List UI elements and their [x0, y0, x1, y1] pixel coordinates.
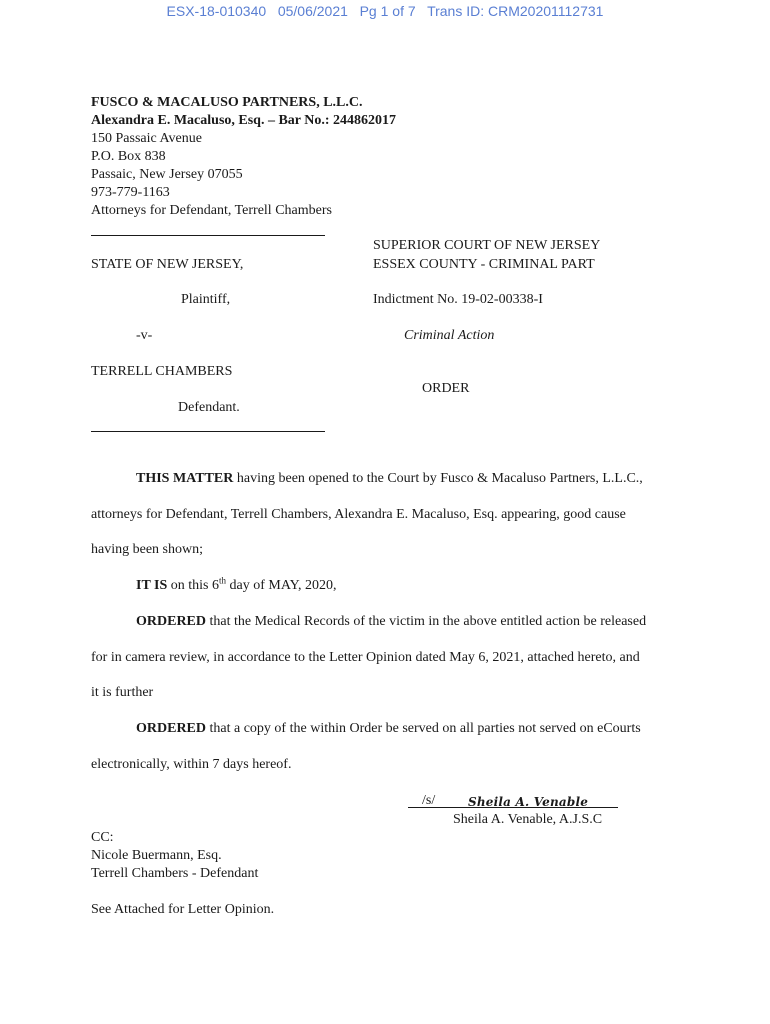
paragraph-3-line-3: it is further [91, 685, 154, 700]
cc-recipient-2: Terrell Chambers - Defendant [91, 866, 259, 881]
court-division: ESSEX COUNTY - CRIMINAL PART [373, 257, 595, 272]
cc-block [91, 829, 258, 883]
paragraph-1-line-3: having been shown; [91, 542, 203, 557]
cc-label: CC: [91, 830, 114, 845]
stamp-page: Pg 1 of 7 [359, 3, 416, 19]
paragraph-1-text: having been opened to the Court by Fusco & Macaluso Partners, L.L.C., [233, 471, 643, 486]
court-name: SUPERIOR COURT OF NEW JERSEY [373, 238, 601, 253]
paragraph-4-text: that a copy of the within Order be served on all parties not served on eCourts [206, 721, 641, 736]
action-type: Criminal Action [404, 328, 495, 343]
attachment-note: See Attached for Letter Opinion. [91, 902, 275, 917]
stamp-case-no: ESX-18-010340 [166, 3, 267, 19]
defendant-name: TERRELL CHAMBERS [91, 364, 233, 379]
defendant-role: Defendant. [178, 400, 240, 415]
this-matter-lead: THIS MATTER [136, 471, 234, 486]
date-pre: on this 6 [167, 578, 220, 593]
filing-stamp [0, 3, 770, 19]
paragraph-3-text: that the Medical Records of the victim in the above entitled action be released [206, 614, 647, 629]
signature-slash-s: /s/ [422, 793, 436, 808]
ordered-lead-2: ORDERED [136, 721, 207, 736]
ordered-lead-1: ORDERED [136, 614, 207, 629]
paragraph-1-line-1 [136, 471, 643, 487]
paragraph-4-line-1 [136, 721, 641, 737]
address-line-3: Passaic, New Jersey 07055 [91, 167, 243, 182]
paragraph-1-line-2: attorneys for Defendant, Terrell Chambers, Alexandra E. Macaluso, Esq. appearing, good cause [91, 507, 626, 522]
document-title: ORDER [422, 381, 470, 396]
paragraph-3-line-1 [136, 614, 646, 630]
attorney-block [91, 94, 396, 220]
attorney-role: Attorneys for Defendant, Terrell Chambers [91, 203, 332, 218]
it-is-lead: IT IS [136, 578, 168, 593]
attorney-name: Alexandra E. Macaluso, Esq. – Bar No.: 244862017 [91, 113, 397, 128]
paragraph-4-line-2: electronically, within 7 days hereof. [91, 757, 292, 772]
signature-line [408, 792, 618, 808]
versus-label: -v- [136, 328, 153, 343]
address-line-2: P.O. Box 838 [91, 149, 166, 164]
signature-script: Sheila A. Venable [468, 795, 589, 809]
date-post: day of MAY, 2020, [226, 578, 337, 593]
firm-name: FUSCO & MACALUSO PARTNERS, L.L.C. [91, 95, 363, 110]
phone-number: 973-779-1163 [91, 185, 170, 200]
indictment-number: Indictment No. 19-02-00338-I [373, 292, 543, 307]
cc-recipient-1: Nicole Buermann, Esq. [91, 848, 222, 863]
date-ordinal: th [219, 575, 227, 586]
paragraph-2 [136, 575, 337, 594]
caption-top-rule [91, 235, 325, 236]
plaintiff-name: STATE OF NEW JERSEY, [91, 257, 244, 272]
judge-name: Sheila A. Venable, A.J.S.C [453, 812, 603, 827]
stamp-trans-id: Trans ID: CRM20201112731 [427, 3, 604, 19]
stamp-date: 05/06/2021 [277, 3, 348, 19]
plaintiff-role: Plaintiff, [181, 292, 231, 307]
paragraph-3-line-2: for in camera review, in accordance to the Letter Opinion dated May 6, 2021, attached hereto, and [91, 650, 640, 665]
address-line-1: 150 Passaic Avenue [91, 131, 202, 146]
caption-bottom-rule [91, 431, 325, 432]
